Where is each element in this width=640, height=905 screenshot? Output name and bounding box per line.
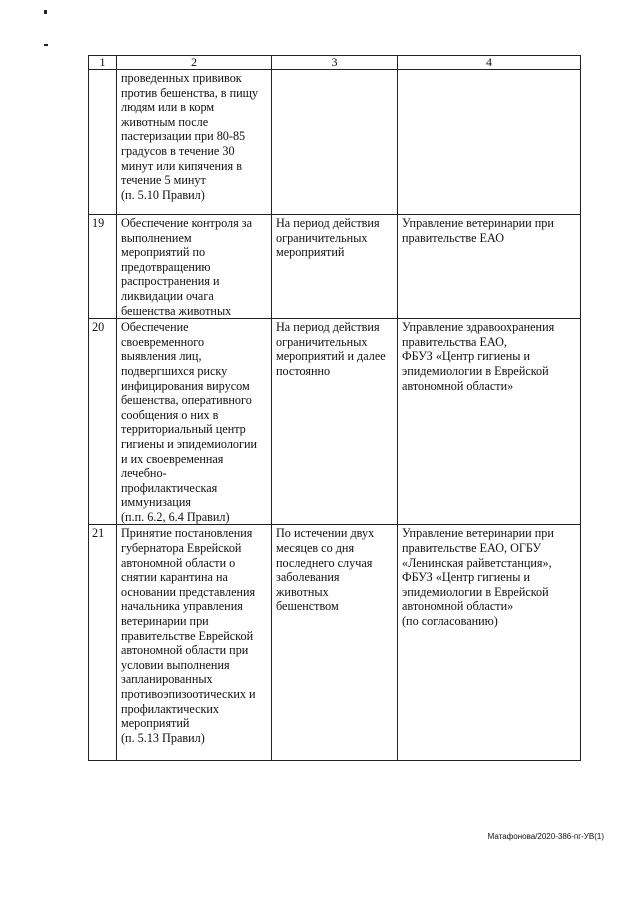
cell-text-line: автономной области о: [121, 555, 236, 570]
cell-text-line: подвергшихся риску: [121, 363, 228, 378]
cell-text-line: ФБУЗ «Центр гигиены и: [402, 570, 530, 585]
cell-text-line: ликвидации очага: [121, 288, 214, 303]
cell-text-line: эпидемиологии в Еврейской: [402, 584, 549, 599]
cell-text-line: пастеризации при 80-85: [121, 129, 246, 144]
cell-text-line: инфицирования вирусом: [121, 378, 250, 393]
row-number: 21: [89, 525, 117, 761]
row-number: 19: [89, 215, 117, 319]
cell-text-line: правительстве Еврейской: [121, 628, 254, 643]
cell-text-line: эпидемиологии в Еврейской: [402, 363, 549, 378]
table-row: [89, 215, 581, 319]
cell-text-line: условии выполнения: [121, 657, 230, 672]
cell-text-line: мероприятий и далее: [276, 349, 386, 364]
header-cell: 3: [272, 56, 398, 70]
cell-text-line: Управление ветеринарии при: [402, 526, 554, 541]
cell-text-line: На период действия: [276, 216, 380, 230]
scan-speck: [44, 44, 48, 46]
cell-text-line: месяцев со дня: [276, 541, 355, 556]
cell-text-line: ФБУЗ «Центр гигиены и: [402, 349, 530, 364]
cell-text-line: градусов в течение 30: [121, 143, 235, 158]
cell-text-line: начальника управления: [121, 599, 243, 614]
cell-text-line: Управление здравоохранения: [402, 320, 555, 335]
cell-text-line: мероприятий: [276, 245, 345, 260]
cell-text-line: территориальный центр: [121, 422, 246, 437]
cell-text-line: выполнением: [121, 230, 192, 245]
term-cell: [272, 525, 398, 761]
cell-text-line: распространения и: [121, 274, 220, 289]
cell-text-line: заболевания: [276, 570, 340, 585]
row-number: 20: [89, 319, 117, 525]
cell-text-line: мероприятий: [121, 716, 190, 731]
cell-text-line: губернатора Еврейской: [121, 541, 242, 556]
cell-text-line: ветеринарии при: [121, 614, 209, 629]
cell-text-line: (п. 5.10 Правил): [121, 187, 205, 202]
cell-text-line: и их своевременная: [121, 451, 224, 466]
term-cell: [272, 215, 398, 319]
header-cell: 1: [89, 56, 117, 70]
responsible-cell: [398, 319, 581, 525]
cell-text-line: лечебно-: [121, 466, 167, 481]
table-row: [89, 319, 581, 525]
table-row: [89, 70, 581, 215]
cell-text-line: Обеспечение: [121, 320, 189, 335]
cell-text-line: предотвращению: [121, 259, 211, 274]
cell-text-line: гигиены и эпидемиологии: [121, 436, 258, 451]
cell-text-line: противоэпизоотических и: [121, 687, 256, 701]
measure-cell: [117, 215, 272, 319]
cell-text-line: людям или в корм: [121, 100, 215, 115]
cell-text-line: своевременного: [121, 334, 205, 349]
cell-text-line: автономной области»: [402, 378, 514, 393]
cell-text-line: автономной области при: [121, 643, 249, 658]
scan-speck: [44, 10, 47, 14]
term-cell: [272, 319, 398, 525]
header-row: [89, 56, 581, 70]
cell-text-line: бешенства, оперативного: [121, 393, 252, 408]
cell-text-line: (п. 5.13 Правил): [121, 730, 205, 745]
document-reference: Матафонова/2020-386-пг-УВ(1): [487, 832, 604, 841]
cell-text-line: Управление ветеринарии при: [402, 216, 554, 230]
cell-text-line: (п.п. 6.2, 6.4 Правил): [121, 509, 230, 524]
cell-text-line: По истечении двух: [276, 526, 375, 541]
row-number: [89, 70, 117, 215]
cell-text-line: ограничительных: [276, 334, 368, 349]
cell-text-line: снятии карантина на: [121, 570, 228, 585]
cell-text-line: проведенных прививок: [121, 71, 242, 85]
header-cell: 2: [117, 56, 272, 70]
cell-text-line: профилактическая: [121, 480, 218, 495]
cell-text-line: профилактических: [121, 701, 220, 716]
cell-text-line: минут или кипячения в: [121, 158, 242, 173]
cell-text-line: правительстве ЕАО, ОГБУ: [402, 541, 542, 556]
cell-text-line: против бешенства, в пищу: [121, 85, 259, 100]
cell-text-line: бешенства животных: [121, 303, 232, 318]
cell-text-line: животным после: [121, 114, 209, 129]
responsible-cell: [398, 525, 581, 761]
cell-text-line: (по согласованию): [402, 614, 498, 629]
header-cell: 4: [398, 56, 581, 70]
cell-text-line: сообщения о них в: [121, 407, 219, 422]
cell-text-line: На период действия: [276, 320, 380, 335]
cell-text-line: животных: [276, 584, 329, 599]
measures-table: [88, 55, 581, 761]
cell-text-line: бешенством: [276, 599, 339, 614]
measure-cell: [117, 525, 272, 761]
term-cell: [272, 70, 398, 215]
cell-text-line: правительстве ЕАО: [402, 230, 504, 245]
cell-text-line: автономной области»: [402, 599, 514, 614]
cell-text-line: постоянно: [276, 363, 331, 378]
cell-text-line: основании представления: [121, 584, 256, 599]
cell-text-line: выявления лиц,: [121, 349, 202, 364]
cell-text-line: Принятие постановления: [121, 526, 253, 541]
cell-text-line: Обеспечение контроля за: [121, 216, 253, 230]
responsible-cell: [398, 70, 581, 215]
measure-cell: [117, 319, 272, 525]
cell-text-line: иммунизация: [121, 495, 191, 510]
table-row: [89, 525, 581, 761]
cell-text-line: последнего случая: [276, 555, 373, 570]
cell-text-line: «Ленинская райветстанция»,: [402, 555, 552, 570]
cell-text-line: запланированных: [121, 672, 213, 687]
measure-cell: [117, 70, 272, 215]
responsible-cell: [398, 215, 581, 319]
cell-text-line: ограничительных: [276, 230, 368, 245]
cell-text-line: мероприятий по: [121, 245, 206, 260]
cell-text-line: течение 5 минут: [121, 173, 206, 188]
cell-text-line: правительства ЕАО,: [402, 334, 507, 349]
